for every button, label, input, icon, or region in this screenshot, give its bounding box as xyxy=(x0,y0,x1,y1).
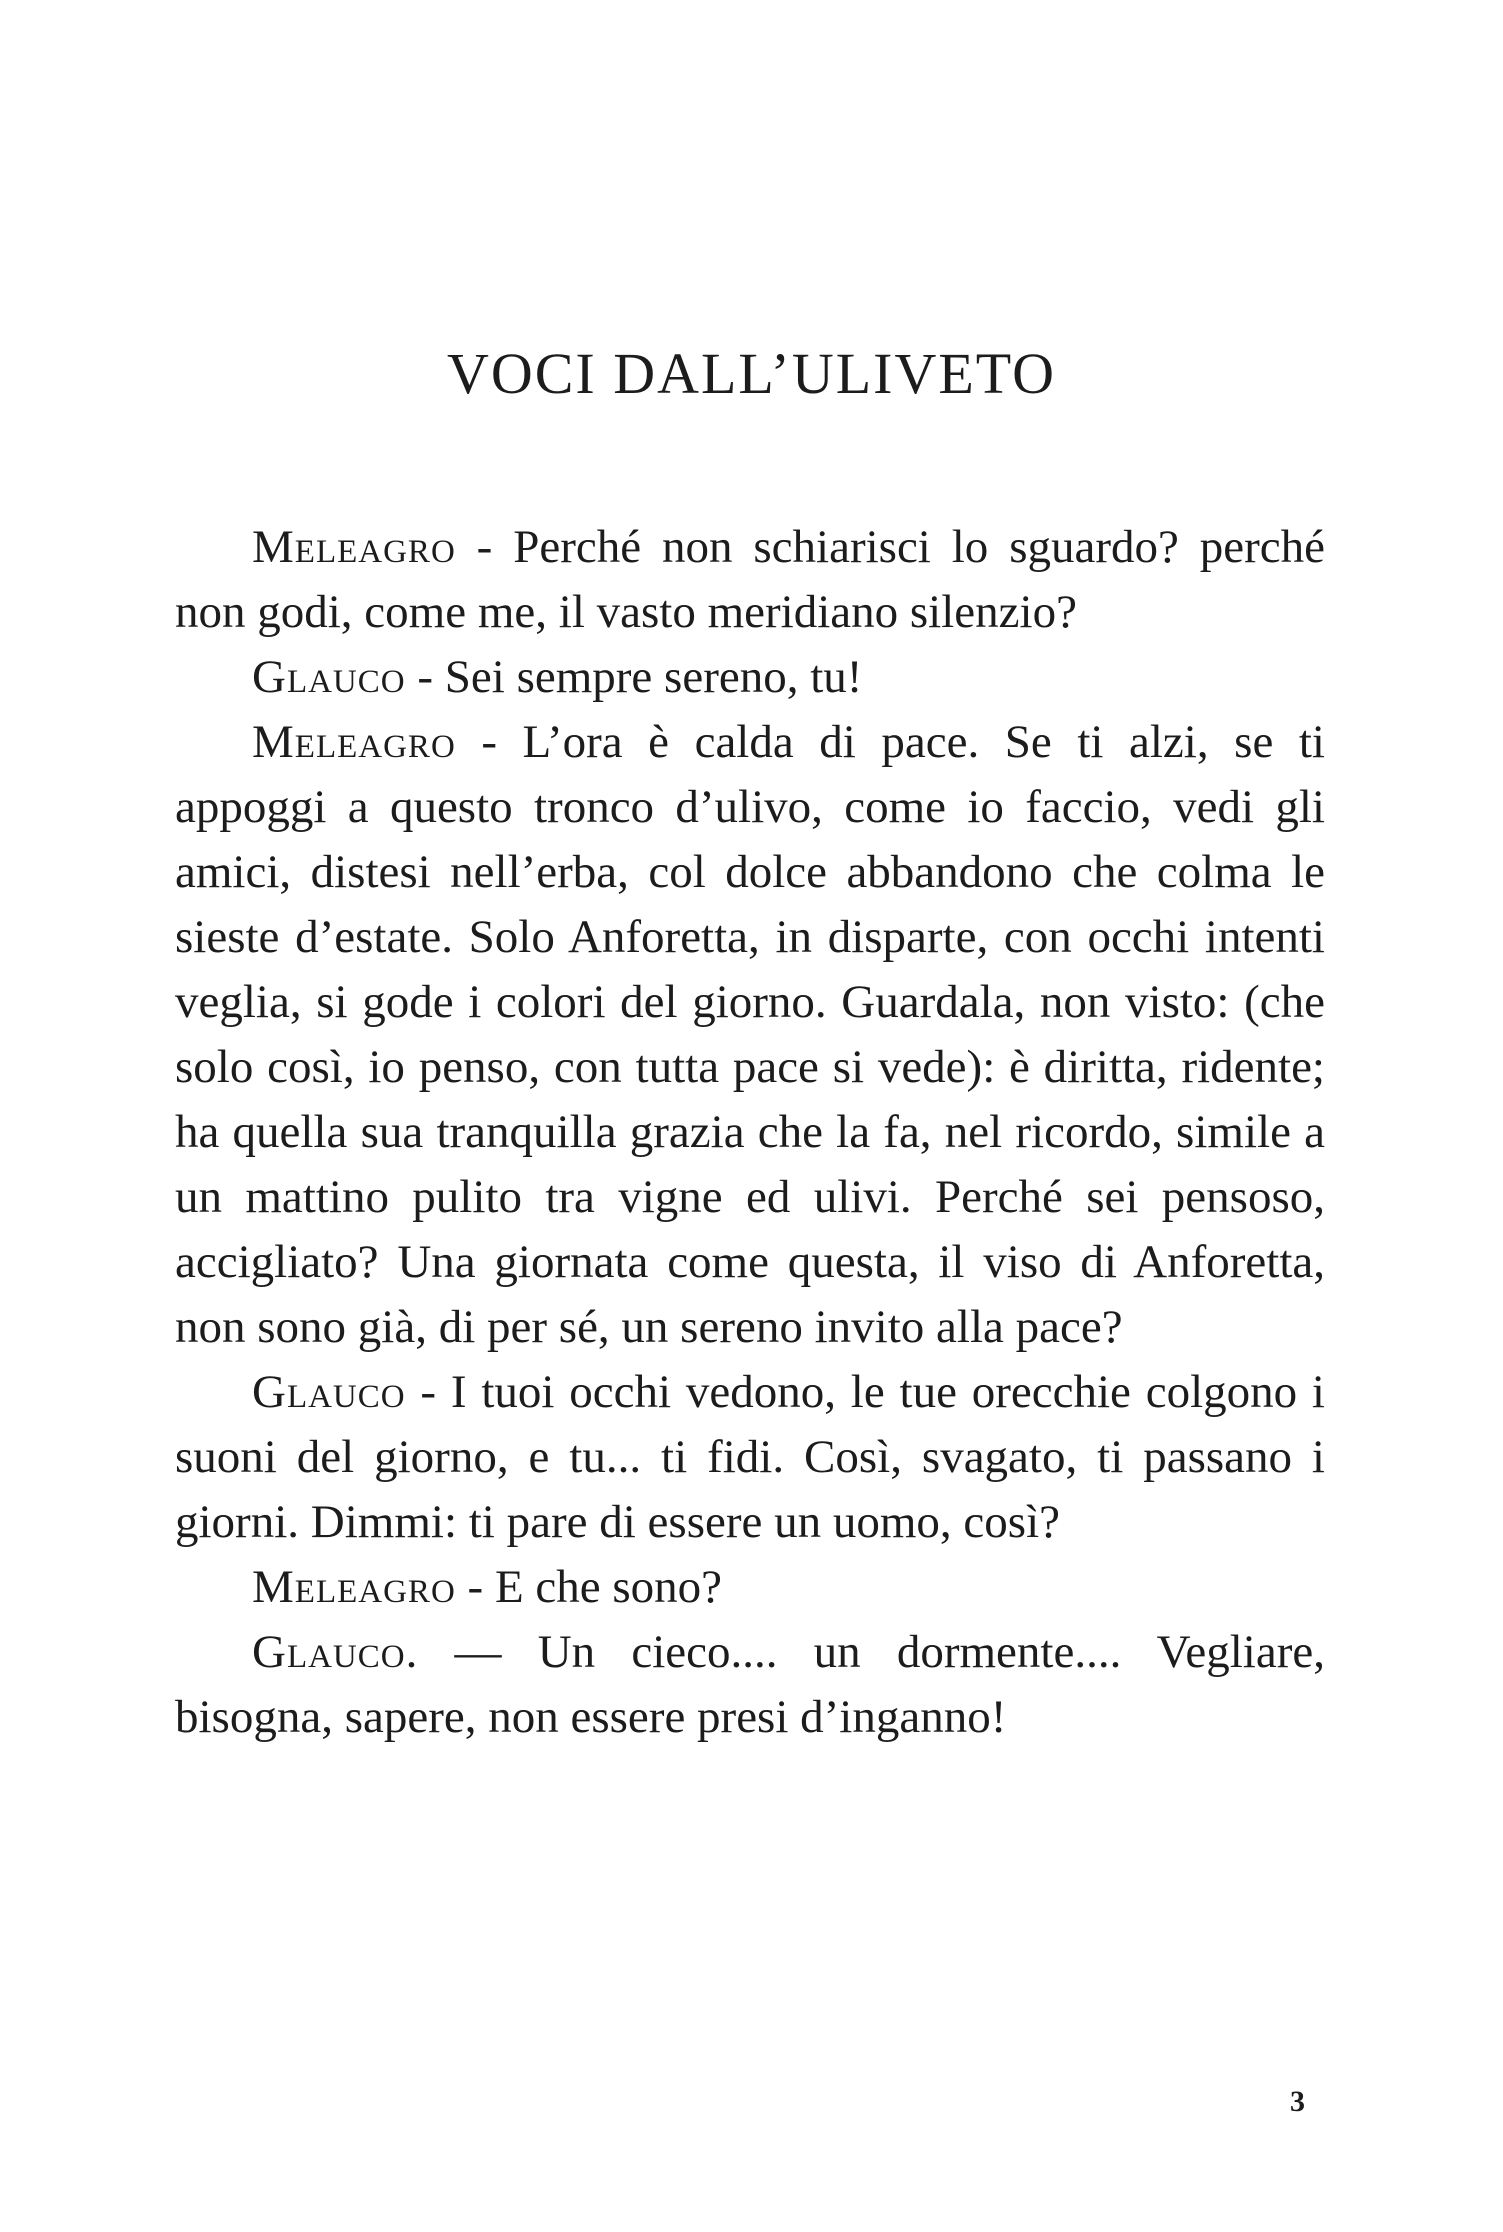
speaker-separator: — xyxy=(418,1626,538,1678)
speaker-name: Glauco. xyxy=(252,1626,419,1678)
page-number: 3 xyxy=(1290,2085,1305,2118)
speaker-separator: - xyxy=(455,1561,495,1613)
dialogue-line: Un cieco.... un dormente.... Vegliare, bisogna, sapere, non essere presi d’inganno! xyxy=(175,1626,1325,1743)
dialogue-paragraph xyxy=(175,1555,1325,1620)
speaker-name: Glauco xyxy=(252,1366,406,1418)
dialogue-line: E che sono? xyxy=(494,1561,723,1613)
speaker-separator: - xyxy=(455,716,523,768)
dialogue-line: Perché non schiarisci lo sguardo? perché non godi, come me, il vasto meridiano silenzio? xyxy=(175,521,1325,638)
speaker-name: Glauco xyxy=(252,651,406,703)
speaker-name: Meleagro xyxy=(252,716,456,768)
dialogue-paragraph xyxy=(175,710,1325,1360)
speaker-name: Meleagro xyxy=(252,521,456,573)
dialogue-text xyxy=(175,515,1325,1750)
dialogue-line: L’ora è calda di pace. Se ti alzi, se ti appoggi a questo tronco d’ulivo, come io faccio, vedi gli amici, distesi nell’erba, col dolce abbandono che colma le sieste d’estate. Solo Anforetta, in disparte, con occhi intenti veglia, si gode i colori del giorno. Guardala, non visto: (che solo così, io penso, con tutta pace si vede): è diritta, ridente; ha quella sua tranquilla grazia che la fa, nel ricordo, simile a un mattino pulito tra vigne ed ulivi. Perché sei pensoso, accigliato? Una giornata come questa, il viso di Anforetta, non sono già, di per sé, un sereno invito alla pace? xyxy=(175,716,1325,1353)
dialogue-paragraph xyxy=(175,645,1325,710)
speaker-separator: - xyxy=(405,651,445,703)
dialogue-line: Sei sempre sereno, tu! xyxy=(444,651,863,703)
speaker-separator: - xyxy=(405,1366,451,1418)
dialogue-paragraph xyxy=(175,1620,1325,1750)
dialogue-paragraph xyxy=(175,1360,1325,1555)
dialogue-line: I tuoi occhi vedono, le tue orecchie colgono i suoni del giorno, e tu... ti fidi. Così, svagato, ti passano i giorni. Dimmi: ti pare di essere un uomo, così? xyxy=(175,1366,1325,1548)
dialogue-paragraph xyxy=(175,515,1325,645)
page-title: VOCI DALL’ULIVETO xyxy=(446,341,1057,406)
speaker-separator: - xyxy=(455,521,514,573)
speaker-name: Meleagro xyxy=(252,1561,456,1613)
